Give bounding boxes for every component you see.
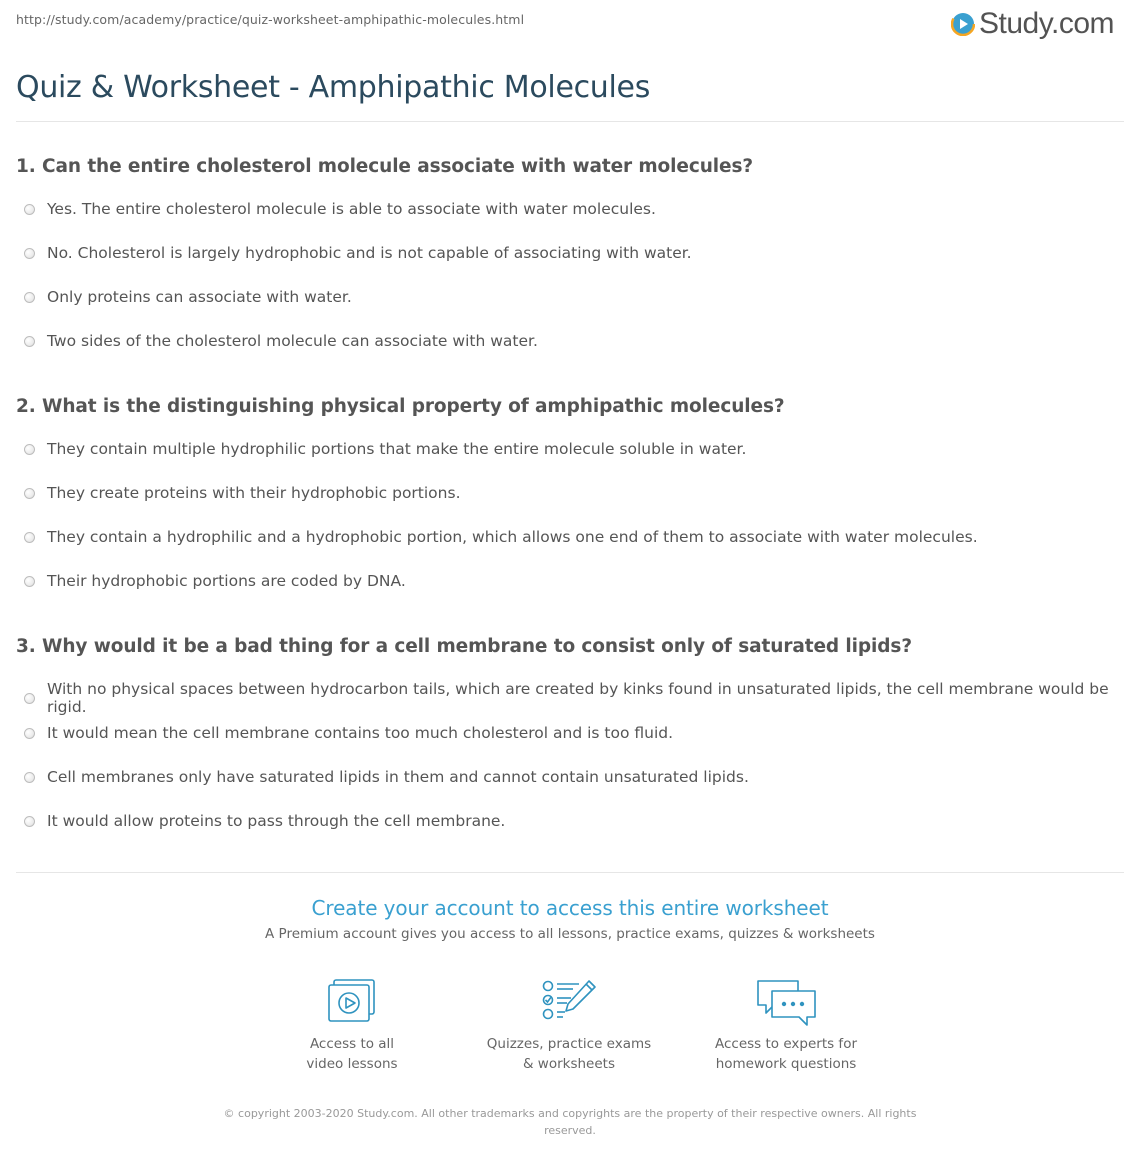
radio-button[interactable] bbox=[24, 444, 35, 455]
feature-experts bbox=[686, 978, 886, 1074]
feature-label-line: Access to experts for bbox=[714, 1036, 857, 1052]
answer-option[interactable] bbox=[24, 484, 461, 502]
answer-option[interactable] bbox=[24, 528, 978, 546]
radio-button[interactable] bbox=[24, 728, 35, 739]
feature-video-lessons bbox=[252, 978, 452, 1074]
answer-option[interactable] bbox=[24, 200, 656, 218]
question-1: 1. Can the entire cholesterol molecule associate with water molecules? bbox=[16, 156, 754, 177]
answer-option[interactable] bbox=[24, 332, 538, 350]
answer-option[interactable] bbox=[24, 440, 746, 458]
feature-quizzes bbox=[469, 978, 669, 1074]
answer-text: They contain multiple hydrophilic portions that make the entire molecule soluble in water. bbox=[47, 440, 747, 458]
feature-label-line: homework questions bbox=[715, 1056, 857, 1072]
answer-text: Only proteins can associate with water. bbox=[47, 288, 352, 306]
answer-text: No. Cholesterol is largely hydrophobic and is not capable of associating with water. bbox=[47, 244, 692, 262]
answer-option[interactable] bbox=[24, 288, 352, 306]
question-2: 2. What is the distinguishing physical property of amphipathic molecules? bbox=[16, 396, 785, 417]
radio-button[interactable] bbox=[24, 532, 35, 543]
radio-button[interactable] bbox=[24, 816, 35, 827]
question-3: 3. Why would it be a bad thing for a cell membrane to consist only of saturated lipids? bbox=[16, 636, 912, 657]
answer-text: Their hydrophobic portions are coded by DNA. bbox=[47, 572, 406, 590]
cta-divider bbox=[16, 872, 1124, 873]
answer-text: It would allow proteins to pass through the cell membrane. bbox=[47, 812, 506, 830]
answer-option[interactable] bbox=[24, 244, 692, 262]
copyright-notice: © copyright 2003-2020 Study.com. All other trademarks and copyrights are the property of their respective owners. All rights reserved. bbox=[223, 1107, 917, 1137]
answer-option[interactable] bbox=[24, 768, 749, 786]
radio-button[interactable] bbox=[24, 693, 35, 704]
answer-text: Yes. The entire cholesterol molecule is able to associate with water molecules. bbox=[47, 200, 656, 218]
title-divider bbox=[16, 121, 1124, 122]
radio-button[interactable] bbox=[24, 576, 35, 587]
radio-button[interactable] bbox=[24, 292, 35, 303]
answer-text: Cell membranes only have saturated lipids in them and cannot contain unsaturated lipids. bbox=[47, 768, 749, 786]
quiz-checklist-icon bbox=[541, 978, 597, 1024]
study-logo-icon bbox=[951, 12, 975, 36]
answer-option[interactable] bbox=[24, 680, 1140, 716]
answer-option[interactable] bbox=[24, 812, 505, 830]
answer-option[interactable] bbox=[24, 572, 406, 590]
feature-label-line: Access to all bbox=[309, 1036, 395, 1052]
radio-button[interactable] bbox=[24, 204, 35, 215]
answer-option[interactable] bbox=[24, 724, 673, 742]
feature-label-line: Quizzes, practice exams bbox=[486, 1036, 652, 1052]
page-title: Quiz & Worksheet - Amphipathic Molecules bbox=[16, 70, 651, 105]
study-logo-text: Study.com bbox=[979, 7, 1114, 40]
cta-subtitle: A Premium account gives you access to all lessons, practice exams, quizzes & worksheets bbox=[265, 926, 875, 942]
chat-bubbles-icon bbox=[754, 978, 818, 1028]
radio-button[interactable] bbox=[24, 488, 35, 499]
video-lessons-icon bbox=[326, 978, 378, 1024]
radio-button[interactable] bbox=[24, 336, 35, 347]
answer-text: It would mean the cell membrane contains too much cholesterol and is too fluid. bbox=[47, 724, 674, 742]
page-url: http://study.com/academy/practice/quiz-worksheet-amphipathic-molecules.html bbox=[16, 12, 525, 27]
radio-button[interactable] bbox=[24, 248, 35, 259]
feature-label-line: video lessons bbox=[306, 1056, 398, 1072]
feature-label-line: & worksheets bbox=[522, 1056, 615, 1072]
answer-text: Two sides of the cholesterol molecule can associate with water. bbox=[47, 332, 538, 350]
answer-text: They create proteins with their hydrophobic portions. bbox=[47, 484, 461, 502]
answer-text: They contain a hydrophilic and a hydrophobic portion, which allows one end of them to associate with water molecules. bbox=[47, 528, 978, 546]
study-logo[interactable] bbox=[951, 7, 1114, 41]
radio-button[interactable] bbox=[24, 772, 35, 783]
answer-text: With no physical spaces between hydrocarbon tails, which are created by kinks found in unsaturated lipids, the cell membrane would be rigid. bbox=[47, 680, 1109, 716]
create-account-link[interactable]: Create your account to access this entire worksheet bbox=[311, 896, 829, 920]
